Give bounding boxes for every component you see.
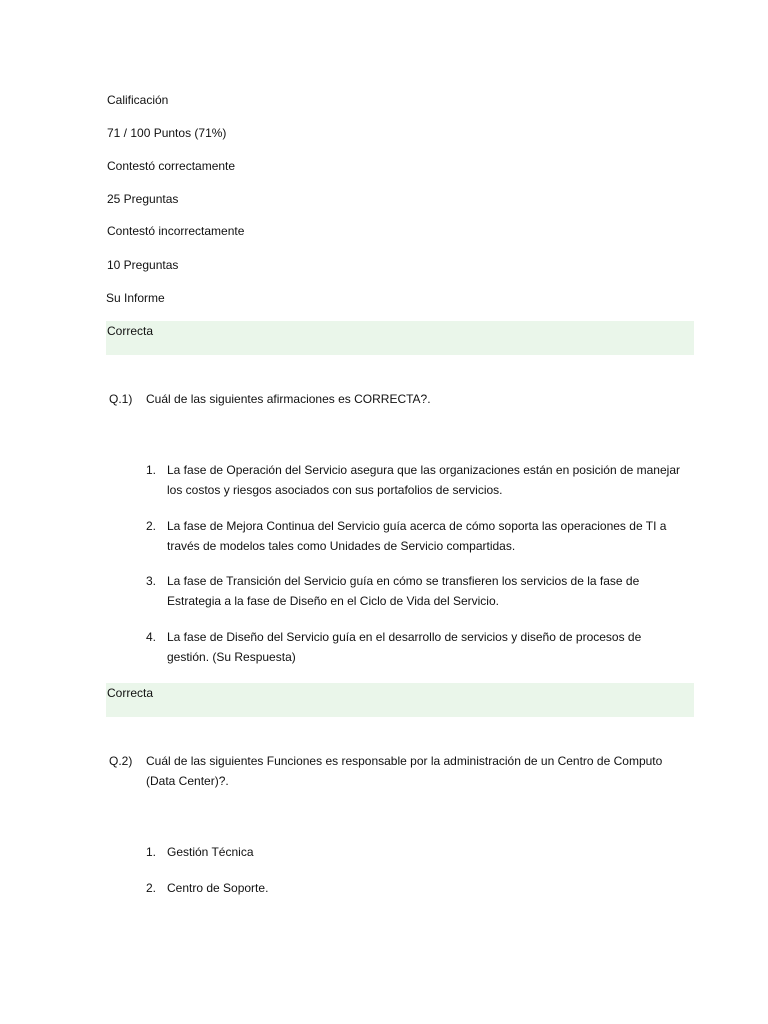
option-number: 1.	[146, 845, 157, 859]
incorrect-label: Contestó incorrectamente	[107, 224, 245, 238]
option-text: La fase de Operación del Servicio asegura que las organizaciones están en posición de manejar los costos y riesgos asociados con sus portafolios de servicios.	[167, 463, 680, 497]
question-2	[109, 751, 689, 791]
option-text: Centro de Soporte.	[167, 881, 269, 895]
question-text: Cuál de las siguientes afirmaciones es CORRECTA?.	[146, 392, 431, 406]
answer-option-2	[146, 516, 686, 556]
correct-value: 25 Preguntas	[107, 192, 179, 206]
question-text: Cuál de las siguientes Funciones es responsable por la administración de un Centro de Computo (Data Center)?.	[146, 754, 663, 788]
option-text: La fase de Mejora Continua del Servicio guía acerca de cómo soporta las operaciones de TI a través de modelos tales como Unidades de Servicio compartidas.	[167, 519, 667, 553]
grade-value: 71 / 100 Puntos (71%)	[107, 126, 227, 140]
option-text: La fase de Transición del Servicio guía en cómo se transfieren los servicios de la fase de Estrategia a la fase de Diseño en el Ciclo de Vida del Servicio.	[167, 574, 640, 608]
question-1	[109, 389, 689, 409]
option-number: 4.	[146, 630, 157, 644]
option-number: 1.	[146, 463, 157, 477]
question-number: Q.1)	[109, 392, 133, 406]
option-number: 2.	[146, 519, 157, 533]
status-badge	[106, 683, 694, 717]
answer-option-3	[146, 571, 686, 611]
option-text: Gestión Técnica	[167, 845, 254, 859]
option-text: La fase de Diseño del Servicio guía en el desarrollo de servicios y diseño de procesos de gestión. (Su Respuesta)	[167, 630, 642, 664]
status-label: Correcta	[107, 324, 154, 338]
answer-option-4	[146, 627, 686, 667]
answer-option-2	[146, 878, 686, 898]
status-label: Correcta	[107, 686, 154, 700]
option-number: 2.	[146, 881, 157, 895]
grade-label: Calificación	[107, 93, 169, 107]
option-number: 3.	[146, 574, 157, 588]
status-badge	[106, 321, 694, 355]
answer-option-1	[146, 842, 686, 862]
correct-label: Contestó correctamente	[107, 159, 236, 173]
answer-option-1	[146, 460, 686, 500]
report-label: Su Informe	[106, 291, 165, 305]
incorrect-value: 10 Preguntas	[107, 258, 179, 272]
question-number: Q.2)	[109, 754, 133, 768]
